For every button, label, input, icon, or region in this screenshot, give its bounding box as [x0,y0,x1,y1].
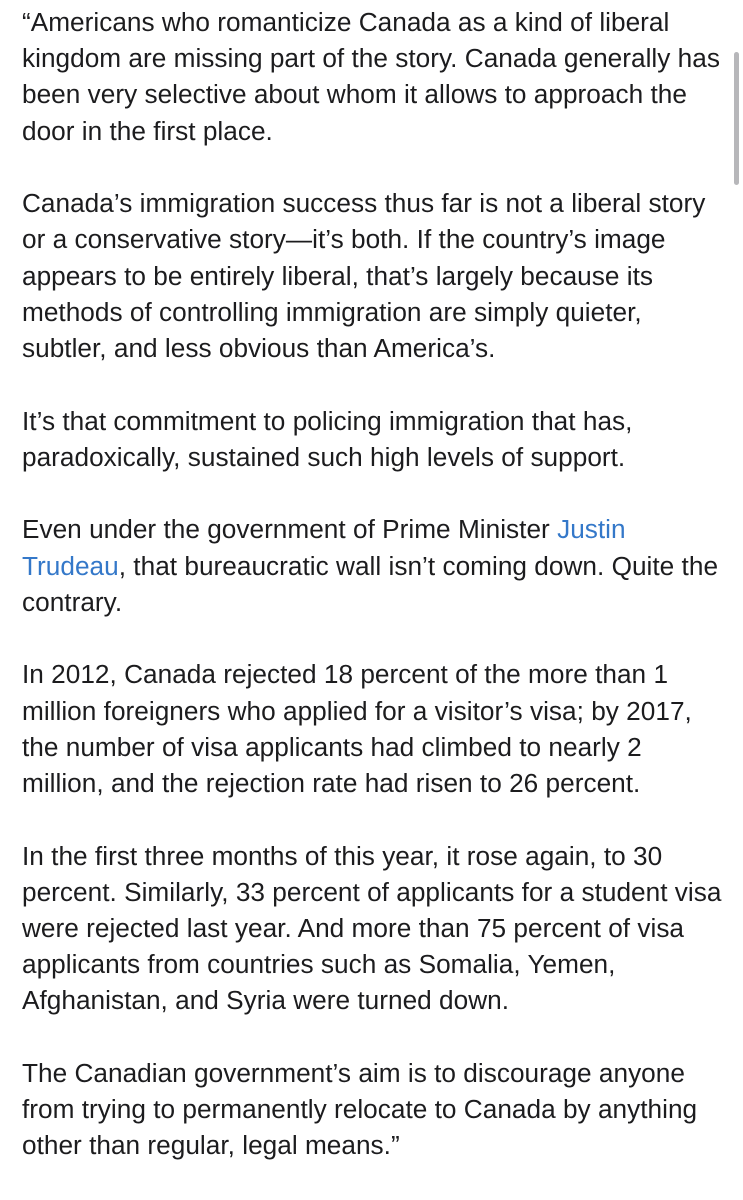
vertical-scrollbar[interactable] [734,52,739,185]
article-paragraph: The Canadian government’s aim is to discourage anyone from trying to permanently relocate to Canada by anything other than regular, legal means.” [22,1058,698,1161]
article-paragraph: In the first three months of this year, it rose again, to 30 percent. Similarly, 33 percent of applicants for a student visa were rejected last year. And more than 75 percent of visa applicants from countries such as Somalia, Yemen, Afghanistan, and Syria were turned down. [22,840,722,1016]
article-paragraph: It’s that commitment to policing immigration that has, paradoxically, sustained such high levels of support. [22,405,633,472]
article-paragraph: In 2012, Canada rejected 18 percent of the more than 1 million foreigners who applied for a visitor’s visa; by 2017, the number of visa applicants had climbed to nearly 2 million, and the rejection rate had risen to 26 percent. [22,659,692,799]
article-paragraph-with-link [22,511,727,620]
paragraph-text-before-link: Even under the government of Prime Minister [22,514,558,545]
paragraph-text-after-link: , that bureaucratic wall isn’t coming down. Quite the contrary. [22,550,719,617]
article-body [22,4,727,1200]
justin-trudeau-link[interactable]: Justin Trudeau [22,514,626,581]
article-paragraph: “Americans who romanticize Canada as a kind of liberal kingdom are missing part of the story. Canada generally has been very selective about whom it allows to approach the door in the first place. [22,7,720,146]
article-paragraph: Canada’s immigration success thus far is not a liberal story or a conservative story—it’s both. If the country’s image appears to be entirely liberal, that’s largely because its methods of controlling immigration are simply quieter, subtler, and less obvious than America’s. [22,188,706,364]
